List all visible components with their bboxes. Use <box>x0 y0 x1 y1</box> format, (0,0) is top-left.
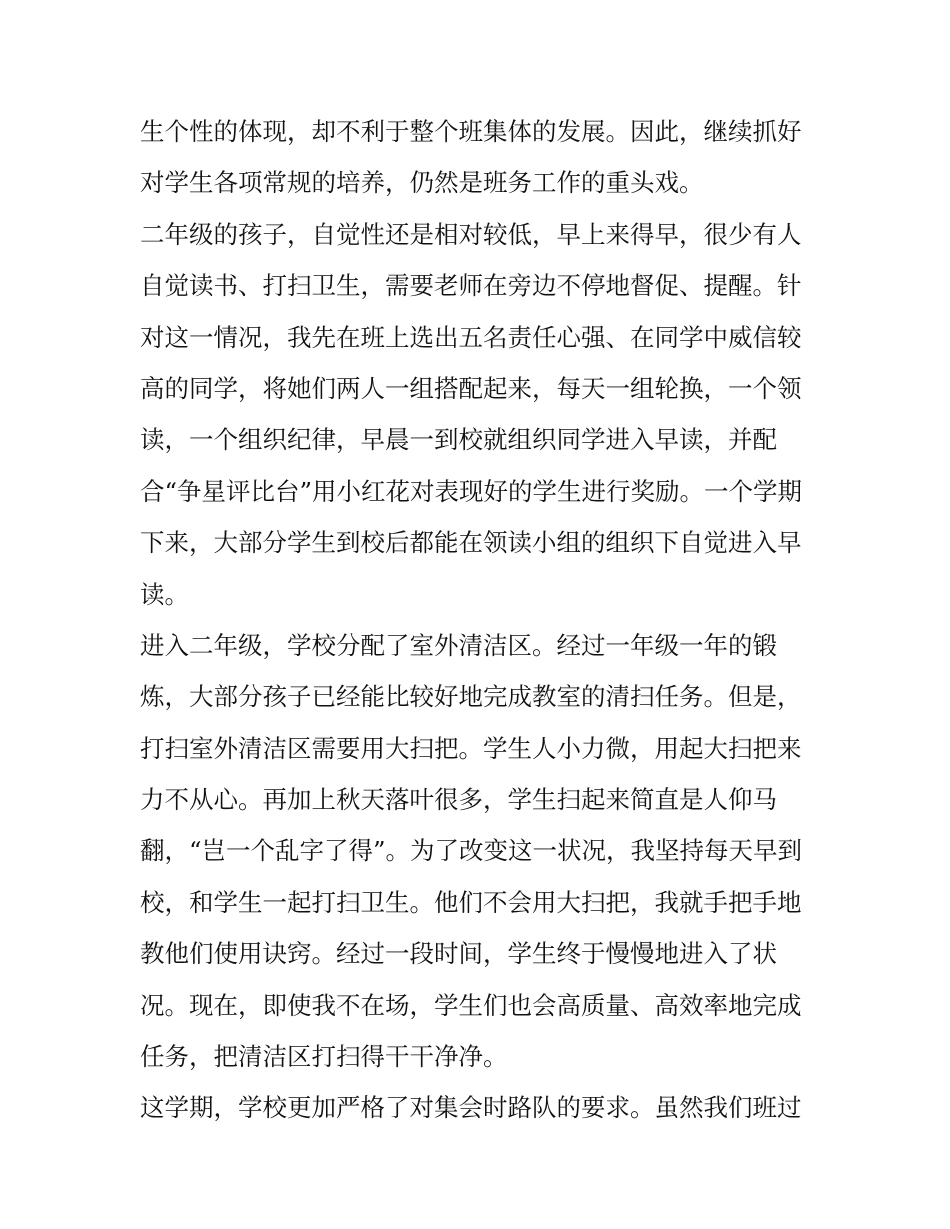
text-line: 对这一情况，我先在班上选出五名责任心强、在同学中威信较 <box>140 322 802 352</box>
text-line: 任务，把清洁区打扫得干干净净。 <box>140 1042 508 1072</box>
text-line: 力不从心。再加上秋天落叶很多，学生扫起来简直是人仰马 <box>140 785 777 815</box>
text-line: 二年级的孩子，自觉性还是相对较低，早上来得早，很少有人 <box>140 219 802 249</box>
text-line: 读。 <box>140 579 189 609</box>
text-line: 读，一个组织纪律，早晨一到校就组织同学进入早读，并配 <box>140 425 777 455</box>
text-line: 翻，“岂一个乱字了得”。为了改变这一状况，我坚持每天早到 <box>140 836 803 866</box>
text-line: 打扫室外清洁区需要用大扫把。学生人小力微，用起大扫把来 <box>140 733 802 763</box>
text-line: 对学生各项常规的培养，仍然是班务工作的重头戏。 <box>140 168 704 198</box>
text-line: 合“争星评比台”用小红花对表现好的学生进行奖励。一个学期 <box>140 476 803 506</box>
text-line: 自觉读书、打扫卫生，需要老师在旁边不停地督促、提醒。针 <box>140 271 802 301</box>
text-line: 高的同学，将她们两人一组搭配起来，每天一组轮换，一个领 <box>140 373 802 403</box>
text-line: 教他们使用诀窍。经过一段时间，学生终于慢慢地进入了状 <box>140 939 777 969</box>
text-line: 进入二年级，学校分配了室外清洁区。经过一年级一年的锻 <box>140 630 777 660</box>
text-line: 炼，大部分孩子已经能比较好地完成教室的清扫任务。但是， <box>140 682 802 712</box>
text-line: 这学期，学校更加严格了对集会时路队的要求。虽然我们班过 <box>140 1093 802 1123</box>
text-line: 况。现在，即使我不在场，学生们也会高质量、高效率地完成 <box>140 990 802 1020</box>
text-line: 下来，大部分学生到校后都能在领读小组的组织下自觉进入早 <box>140 528 802 558</box>
text-line: 生个性的体现，却不利于整个班集体的发展。因此，继续抓好 <box>140 117 802 146</box>
document-body <box>140 106 820 1134</box>
text-line: 校，和学生一起打扫卫生。他们不会用大扫把，我就手把手地 <box>140 887 802 917</box>
